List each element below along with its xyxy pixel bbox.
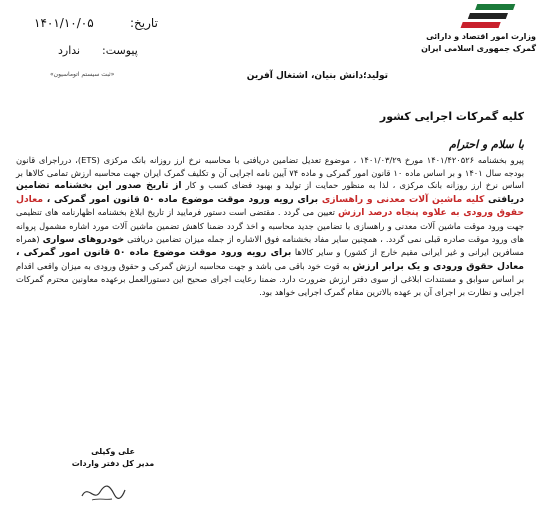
ministry-line-2: گمرک جمهوری اسلامی ایران [421,44,536,53]
body-run: کلیه ماشین آلات معدنی و راهسازی [321,193,485,205]
date-label: تاریخ: [130,16,158,30]
greeting: با سلام و احترام [449,138,524,151]
annex-value: ندارد [58,44,81,57]
handwritten-signature [78,478,128,506]
logo-red-bar [461,22,501,28]
logo-green-bar [475,4,515,10]
signatory-title: مدیر کل دفتر واردات [71,459,155,468]
signatory [48,446,178,470]
body-run: به قوت خود باقی می باشد و جهت محاسبه ارزش گمرکی و حقوق ورودی به میزان واقعی اقدام بر اساس سوابق و مستندات ابلاغی از سوی دفتر ارزش ضرورت دارد. ضمنا رعایت اجرای صحیح این دستورالعمل برعهده معاونین محترم گمرکات اجرایی و نظارت بر اجرای آن بر عهده بالاترین مقام گمرک اجرایی خواهد بود. [16,260,524,297]
body-run: برای رویه ورود موقت موضوع ماده ۵۰ قانون امور گمرکی ، [43,193,322,205]
date-value: ۱۴۰۱/۱۰/۰۵ [34,16,94,30]
letter-body [16,154,524,299]
body-run: از تاریخ صدور این بخشنامه تضامین دریافتی [16,180,525,205]
body-run: تعیین می گردد . مقتضی است دستور فرمایید از تاریخ ابلاغ بخشنامه اظهارنامه های تنظیمی جهت ورود موقت ماشین آلات معدنی و راهسازی با تضامین جدید محاسبه و اخذ گردد ضمنا کاهش تضمین ماشین آلات مورد اشاره مشمول پروانه های ورود موقت صادره قبلی نمی گردد. ، همچنین سایر مفاد بخشنامه فوق الاشاره از جمله میزان تضامین دریافتی [16,207,524,244]
body-run: پیرو بخشنامه ۱۴۰۱/۴۲۰۵۲۶ مورخ ۱۴۰۱/۰۳/۲۹ ، موضوع تعدیل تضامین دریافتی با محاسبه نرخ ارز روزانه بانک مرکزی (ETS)، درراجرای قانون بودجه سال ۱۴۰۱ و بر اساس ماده ۱۰ قانون امور گمرکی و ماده ۷۴ آیین نامه اجرایی آن و تکلیف گمرک ایران جهت محاسبه ارزش تمامی کالاها بر اساس نرخ ارز روزانه بانک مرکزی ، لذا به منظور حمایت از تولید و بهبود فضای کسب و کار [16,155,524,191]
ministry-line-1: وزارت امور اقتصاد و دارائی [426,32,536,41]
body-run: معادل حقوق ورودی به علاوه پنجاه درصد ارزش [16,193,525,219]
automation-note: «ثبت سیستم اتوماسیون» [50,71,115,78]
signatory-name: علی وکیلی [91,447,135,456]
body-run: (همراه مسافرین ایرانی و غیر ایرانی مقیم خارج از کشور) و سایر کالاها [16,233,525,258]
logo-black-bar [468,13,508,19]
year-slogan: تولید؛دانش بنیان، اشتغال آفرین [246,71,388,81]
recipient: کلیه گمرکات اجرایی کشور [379,110,524,123]
ministry-name [408,31,536,55]
body-run: برای رویه ورود موقت موضوع ماده ۵۰ قانون امور گمرکی ، معادل حقوق ورودی و یک برابر ارزش [16,247,524,272]
body-run: خودروهای سواری [42,233,125,245]
customs-logo [458,2,522,30]
annex-label: پیوست: [102,44,138,57]
